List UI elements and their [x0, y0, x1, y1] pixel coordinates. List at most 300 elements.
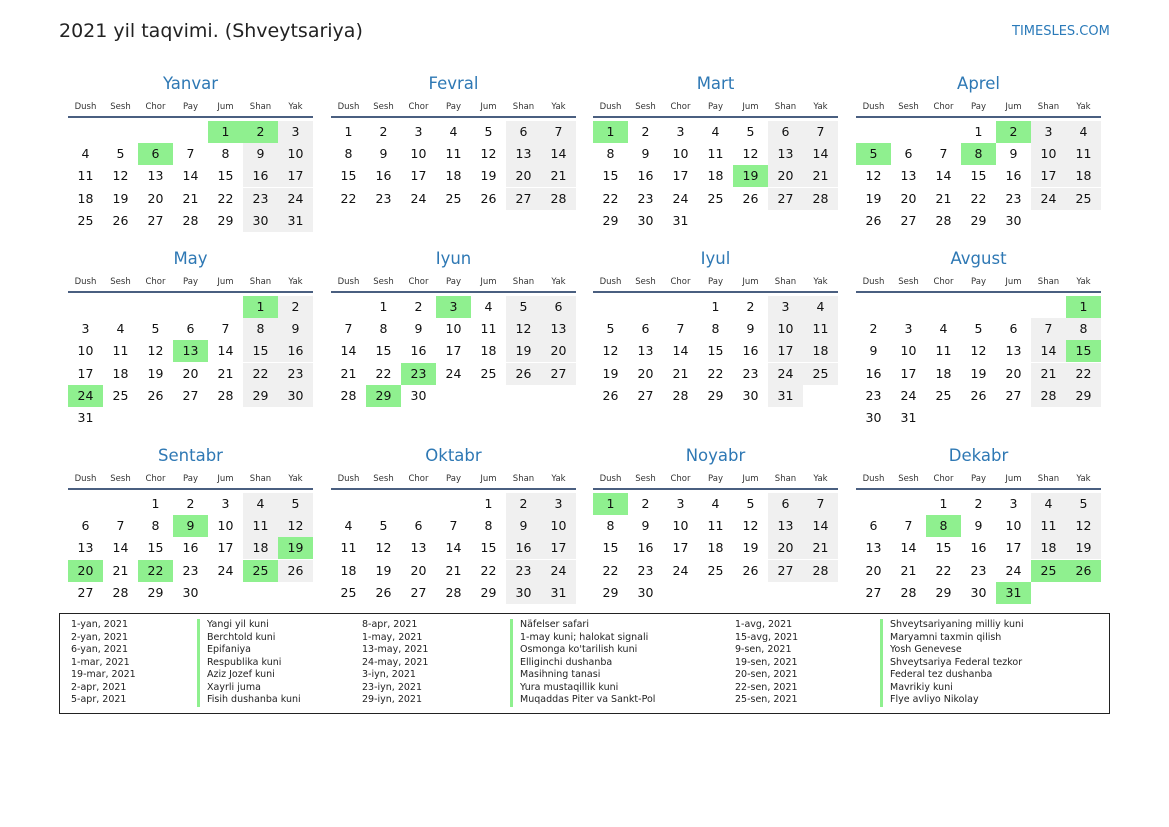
weekday-label: Sesh — [898, 474, 919, 484]
day-cell: 14 — [803, 515, 838, 537]
day-cell: 24 — [278, 188, 313, 210]
legend-date: 9-sen, 2021 — [735, 644, 792, 655]
weekday-label: Jum — [480, 474, 497, 484]
day-cell: 8 — [484, 518, 493, 534]
day-cell: 17 — [1005, 540, 1022, 556]
legend-date: 19-mar, 2021 — [71, 669, 136, 680]
day-cell: 26 — [865, 212, 882, 228]
day-cell: 9 — [414, 321, 423, 337]
legend-date: 29-iyn, 2021 — [362, 694, 423, 705]
weekday-label: Pay — [446, 277, 461, 287]
day-cell: 15 — [147, 540, 164, 556]
day-cell: 22 — [707, 365, 724, 381]
weekday-label: Chor — [408, 102, 429, 112]
weekday-label: Sesh — [110, 474, 131, 484]
day-cell: 30 — [410, 387, 427, 403]
day-cell: 15 — [602, 540, 619, 556]
weekday-label: Yak — [288, 474, 303, 484]
weekday-label: Pay — [446, 102, 461, 112]
day-cell: 11 — [707, 518, 724, 534]
day-cell: 27 — [410, 584, 427, 600]
day-cell: 16 — [637, 168, 654, 184]
day-cell: 6 — [768, 121, 803, 143]
day-cell: 23 — [637, 562, 654, 578]
day-cell: 25 — [803, 363, 838, 385]
day-cell: 4 — [1031, 493, 1066, 515]
weekday-label: Shan — [249, 474, 272, 484]
holiday-day-cell: 6 — [138, 143, 173, 165]
day-cell: 5 — [116, 146, 125, 162]
legend-holiday-name: Masihning tanasi — [510, 669, 600, 682]
day-cell: 9 — [243, 143, 278, 165]
weekday-label: Shan — [512, 474, 535, 484]
weekday-label: Jum — [217, 474, 234, 484]
day-cell: 8 — [344, 146, 353, 162]
day-cell: 1 — [151, 496, 160, 511]
day-cell: 17 — [768, 340, 803, 362]
day-cell: 2 — [414, 299, 423, 314]
weekday-label: Jum — [217, 277, 234, 287]
day-cell: 23 — [742, 365, 759, 381]
day-cell: 13 — [410, 540, 427, 556]
day-cell: 23 — [1005, 190, 1022, 206]
day-cell: 14 — [182, 168, 199, 184]
legend-date: 13-may, 2021 — [362, 644, 429, 655]
header-divider — [593, 488, 838, 490]
day-cell: 5 — [379, 518, 388, 534]
day-cell: 11 — [112, 343, 129, 359]
day-cell: 23 — [278, 363, 313, 385]
legend-holiday-name: Shveytsariyaning milliy kuni — [880, 619, 1024, 632]
day-cell: 2 — [278, 296, 313, 318]
weekday-header — [68, 277, 313, 289]
legend-holiday-name: Muqaddas Piter va Sankt-Pol — [510, 694, 655, 707]
day-cell: 18 — [1031, 537, 1066, 559]
day-cell: 30 — [742, 387, 759, 403]
day-cell: 2 — [641, 124, 650, 139]
day-cell: 11 — [445, 146, 462, 162]
weekday-label: Chor — [670, 102, 691, 112]
day-cell: 20 — [768, 165, 803, 187]
holiday-day-cell: 1 — [243, 296, 278, 318]
day-cell: 6 — [506, 121, 541, 143]
day-cell: 27 — [506, 188, 541, 210]
day-cell: 21 — [340, 365, 357, 381]
weekday-label: Chor — [670, 474, 691, 484]
day-cell: 17 — [77, 365, 94, 381]
day-cell: 5 — [506, 296, 541, 318]
weekday-label: Jum — [742, 474, 759, 484]
weekday-label: Chor — [408, 277, 429, 287]
day-cell: 28 — [445, 584, 462, 600]
day-cell: 20 — [182, 365, 199, 381]
holiday-day-cell: 8 — [961, 143, 996, 165]
day-cell: 2 — [186, 496, 195, 511]
header-divider — [593, 291, 838, 293]
weekday-label: Chor — [408, 474, 429, 484]
weekday-label: Pay — [971, 102, 986, 112]
day-cell: 3 — [1031, 121, 1066, 143]
day-cell: 21 — [900, 562, 917, 578]
weekday-label: Yak — [1076, 277, 1091, 287]
weekday-label: Sesh — [635, 102, 656, 112]
day-cell: 1 — [711, 299, 720, 314]
day-cell: 14 — [112, 540, 129, 556]
site-link[interactable]: TIMESLES.COM — [1012, 24, 1110, 39]
day-cell: 4 — [116, 321, 125, 337]
day-cell: 6 — [768, 493, 803, 515]
day-cell: 25 — [112, 387, 129, 403]
legend-holiday-name: Maryamni taxmin qilish — [880, 632, 1001, 645]
day-cell: 24 — [672, 190, 689, 206]
holiday-day-cell: 26 — [1066, 560, 1101, 582]
day-cell: 12 — [1066, 515, 1101, 537]
day-cell: 6 — [81, 518, 90, 534]
header-divider — [68, 291, 313, 293]
day-cell: 12 — [480, 146, 497, 162]
legend-holiday-name: Yura mustaqillik kuni — [510, 682, 618, 695]
weekday-header — [593, 102, 838, 114]
day-cell: 21 — [1031, 363, 1066, 385]
weekday-label: Sesh — [110, 102, 131, 112]
day-cell: 31 — [672, 212, 689, 228]
weekday-label: Pay — [708, 102, 723, 112]
month-name: Fevral — [428, 74, 479, 93]
day-cell: 19 — [480, 168, 497, 184]
weekday-label: Jum — [1005, 474, 1022, 484]
weekday-label: Dush — [74, 102, 97, 112]
legend-date: 2-yan, 2021 — [71, 631, 128, 643]
day-cell: 31 — [278, 210, 313, 232]
day-cell: 11 — [1066, 143, 1101, 165]
day-cell: 29 — [602, 584, 619, 600]
day-cell: 20 — [147, 190, 164, 206]
legend-holiday-name: Yangi yil kuni — [197, 619, 269, 632]
weekday-label: Shan — [1037, 277, 1060, 287]
day-cell: 26 — [375, 584, 392, 600]
day-cell: 13 — [865, 540, 882, 556]
day-cell: 3 — [414, 124, 423, 139]
day-cell: 5 — [1066, 493, 1101, 515]
day-cell: 24 — [217, 562, 234, 578]
day-cell: 24 — [1005, 562, 1022, 578]
day-cell: 23 — [865, 387, 882, 403]
legend-holiday-name: Xayrli juma — [197, 682, 261, 695]
day-cell: 18 — [77, 190, 94, 206]
holiday-day-cell: 5 — [856, 143, 891, 165]
holiday-day-cell: 15 — [1066, 340, 1101, 362]
weekday-header — [68, 102, 313, 114]
day-cell: 11 — [340, 540, 357, 556]
legend-holiday-name: Yosh Genevese — [880, 644, 962, 657]
weekday-label: Yak — [1076, 102, 1091, 112]
day-cell: 16 — [637, 540, 654, 556]
day-cell: 5 — [746, 124, 755, 139]
day-cell: 17 — [217, 540, 234, 556]
day-cell: 26 — [278, 560, 313, 582]
day-cell: 5 — [746, 496, 755, 511]
holiday-day-cell: 13 — [173, 340, 208, 362]
holiday-day-cell: 22 — [138, 560, 173, 582]
weekday-header — [856, 277, 1101, 289]
day-cell: 7 — [116, 518, 125, 534]
day-cell: 12 — [970, 343, 987, 359]
day-cell: 29 — [935, 584, 952, 600]
legend-holiday-name: Shveytsariya Federal tezkor — [880, 657, 1022, 670]
weekday-label: Shan — [249, 102, 272, 112]
day-cell: 14 — [672, 343, 689, 359]
day-cell: 5 — [151, 321, 160, 337]
day-cell: 4 — [803, 296, 838, 318]
day-cell: 22 — [970, 190, 987, 206]
weekday-label: Chor — [933, 102, 954, 112]
day-cell: 23 — [182, 562, 199, 578]
day-cell: 6 — [904, 146, 913, 162]
day-cell: 14 — [803, 143, 838, 165]
weekday-header — [68, 474, 313, 486]
day-cell: 11 — [77, 168, 94, 184]
day-cell: 18 — [112, 365, 129, 381]
day-cell: 16 — [243, 165, 278, 187]
day-cell: 3 — [676, 496, 685, 511]
day-cell: 30 — [243, 210, 278, 232]
day-cell: 3 — [221, 496, 230, 511]
day-cell: 9 — [869, 343, 878, 359]
day-cell: 23 — [375, 190, 392, 206]
day-cell: 30 — [1005, 212, 1022, 228]
month-name: Noyabr — [685, 446, 746, 465]
day-cell: 22 — [602, 190, 619, 206]
legend-date: 22-sen, 2021 — [735, 681, 798, 693]
weekday-label: Pay — [183, 474, 198, 484]
holiday-day-cell: 3 — [436, 296, 471, 318]
day-cell: 3 — [278, 121, 313, 143]
header-divider — [331, 488, 576, 490]
weekday-label: Jum — [1005, 102, 1022, 112]
day-cell: 10 — [77, 343, 94, 359]
day-cell: 21 — [112, 562, 129, 578]
day-cell: 30 — [970, 584, 987, 600]
legend-date: 1-may, 2021 — [362, 631, 423, 643]
day-cell: 26 — [147, 387, 164, 403]
day-cell: 5 — [974, 321, 983, 337]
day-cell: 7 — [344, 321, 353, 337]
day-cell: 28 — [217, 387, 234, 403]
day-cell: 2 — [641, 496, 650, 511]
day-cell: 16 — [742, 343, 759, 359]
legend-date: 5-apr, 2021 — [71, 694, 127, 705]
day-cell: 4 — [939, 321, 948, 337]
day-cell: 28 — [900, 584, 917, 600]
weekday-label: Shan — [512, 277, 535, 287]
weekday-label: Sesh — [635, 277, 656, 287]
weekday-label: Shan — [774, 474, 797, 484]
day-cell: 12 — [742, 146, 759, 162]
month-name: Sentabr — [158, 446, 223, 465]
weekday-header — [856, 474, 1101, 486]
day-cell: 16 — [278, 340, 313, 362]
day-cell: 20 — [900, 190, 917, 206]
day-cell: 4 — [449, 124, 458, 139]
day-cell: 7 — [186, 146, 195, 162]
day-cell: 10 — [541, 515, 576, 537]
day-cell: 12 — [375, 540, 392, 556]
day-cell: 22 — [243, 363, 278, 385]
legend-holiday-name: 1-may kuni; halokat signali — [510, 632, 648, 645]
day-cell: 25 — [935, 387, 952, 403]
day-cell: 26 — [742, 190, 759, 206]
legend-holiday-name: Federal tez dushanba — [880, 669, 992, 682]
day-cell: 8 — [379, 321, 388, 337]
day-cell: 5 — [606, 321, 615, 337]
day-cell: 18 — [803, 340, 838, 362]
weekday-header — [856, 102, 1101, 114]
day-cell: 16 — [410, 343, 427, 359]
header-divider — [593, 116, 838, 118]
day-cell: 28 — [340, 387, 357, 403]
day-cell: 21 — [803, 537, 838, 559]
header-divider — [68, 116, 313, 118]
day-cell: 1 — [344, 124, 353, 139]
day-cell: 13 — [768, 515, 803, 537]
day-cell: 11 — [480, 321, 497, 337]
day-cell: 28 — [803, 188, 838, 210]
day-cell: 16 — [182, 540, 199, 556]
weekday-label: Dush — [599, 102, 622, 112]
day-cell: 20 — [541, 340, 576, 362]
day-cell: 4 — [711, 496, 720, 511]
month-name: Dekabr — [948, 446, 1009, 465]
day-cell: 31 — [77, 410, 94, 425]
legend-date: 19-sen, 2021 — [735, 656, 798, 668]
day-cell: 1 — [379, 299, 388, 314]
day-cell: 19 — [375, 562, 392, 578]
month-name: Iyul — [700, 249, 731, 268]
day-cell: 23 — [506, 560, 541, 582]
day-cell: 12 — [147, 343, 164, 359]
weekday-label: Dush — [74, 277, 97, 287]
day-cell: 28 — [182, 212, 199, 228]
day-cell: 29 — [243, 385, 278, 407]
weekday-label: Yak — [551, 277, 566, 287]
day-cell: 12 — [602, 343, 619, 359]
day-cell: 7 — [676, 321, 685, 337]
legend-date: 6-yan, 2021 — [71, 644, 128, 655]
day-cell: 18 — [707, 540, 724, 556]
day-cell: 24 — [1031, 188, 1066, 210]
day-cell: 16 — [1005, 168, 1022, 184]
day-cell: 16 — [375, 168, 392, 184]
day-cell: 27 — [182, 387, 199, 403]
day-cell: 8 — [221, 146, 230, 162]
holiday-day-cell: 1 — [593, 121, 628, 143]
day-cell: 1 — [484, 496, 493, 511]
day-cell: 4 — [243, 493, 278, 515]
day-cell: 30 — [637, 584, 654, 600]
weekday-label: Dush — [599, 277, 622, 287]
weekday-label: Shan — [249, 277, 272, 287]
weekday-label: Chor — [670, 277, 691, 287]
day-cell: 17 — [1031, 165, 1066, 187]
weekday-header — [331, 277, 576, 289]
weekday-label: Sesh — [373, 474, 394, 484]
legend-date: 8-apr, 2021 — [362, 619, 418, 630]
day-cell: 27 — [900, 212, 917, 228]
day-cell: 20 — [410, 562, 427, 578]
day-cell: 9 — [974, 518, 983, 534]
day-cell: 29 — [970, 212, 987, 228]
month-name: Iyun — [435, 249, 472, 268]
day-cell: 7 — [939, 146, 948, 162]
day-cell: 4 — [81, 146, 90, 162]
weekday-label: Dush — [74, 474, 97, 484]
day-cell: 2 — [974, 496, 983, 511]
day-cell: 15 — [340, 168, 357, 184]
day-cell: 19 — [865, 190, 882, 206]
day-cell: 22 — [935, 562, 952, 578]
weekday-header — [331, 102, 576, 114]
day-cell: 6 — [414, 518, 423, 534]
day-cell: 25 — [77, 212, 94, 228]
day-cell: 17 — [672, 540, 689, 556]
day-cell: 26 — [970, 387, 987, 403]
day-cell: 29 — [602, 212, 619, 228]
header-divider — [331, 291, 576, 293]
day-cell: 26 — [112, 212, 129, 228]
day-cell: 18 — [935, 365, 952, 381]
weekday-label: Pay — [446, 474, 461, 484]
weekday-label: Jum — [742, 277, 759, 287]
day-cell: 19 — [147, 365, 164, 381]
day-cell: 13 — [900, 168, 917, 184]
day-cell: 6 — [641, 321, 650, 337]
month-name: Mart — [696, 74, 735, 93]
weekday-label: Sesh — [373, 102, 394, 112]
day-cell: 22 — [340, 190, 357, 206]
day-cell: 13 — [506, 143, 541, 165]
day-cell: 9 — [379, 146, 388, 162]
day-cell: 21 — [803, 165, 838, 187]
month-name: Aprel — [957, 74, 1000, 93]
weekday-label: Jum — [480, 102, 497, 112]
day-cell: 10 — [672, 518, 689, 534]
day-cell: 7 — [1031, 318, 1066, 340]
holiday-day-cell: 1 — [593, 493, 628, 515]
day-cell: 18 — [480, 343, 497, 359]
month-name: May — [173, 249, 208, 268]
day-cell: 13 — [541, 318, 576, 340]
day-cell: 24 — [672, 562, 689, 578]
day-cell: 23 — [637, 190, 654, 206]
day-cell: 19 — [506, 340, 541, 362]
page-title: 2021 yil taqvimi. (Shveytsariya) — [59, 20, 363, 42]
weekday-label: Shan — [1037, 102, 1060, 112]
weekday-label: Sesh — [898, 102, 919, 112]
day-cell: 20 — [637, 365, 654, 381]
day-cell: 24 — [900, 387, 917, 403]
day-cell: 6 — [1009, 321, 1018, 337]
weekday-label: Chor — [933, 277, 954, 287]
day-cell: 2 — [379, 124, 388, 139]
day-cell: 30 — [865, 410, 882, 425]
legend-holiday-name: Elliginchi dushanba — [510, 657, 612, 670]
day-cell: 24 — [445, 365, 462, 381]
day-cell: 20 — [865, 562, 882, 578]
weekday-label: Yak — [1076, 474, 1091, 484]
day-cell: 24 — [541, 560, 576, 582]
weekday-label: Sesh — [898, 277, 919, 287]
day-cell: 3 — [1009, 496, 1018, 511]
